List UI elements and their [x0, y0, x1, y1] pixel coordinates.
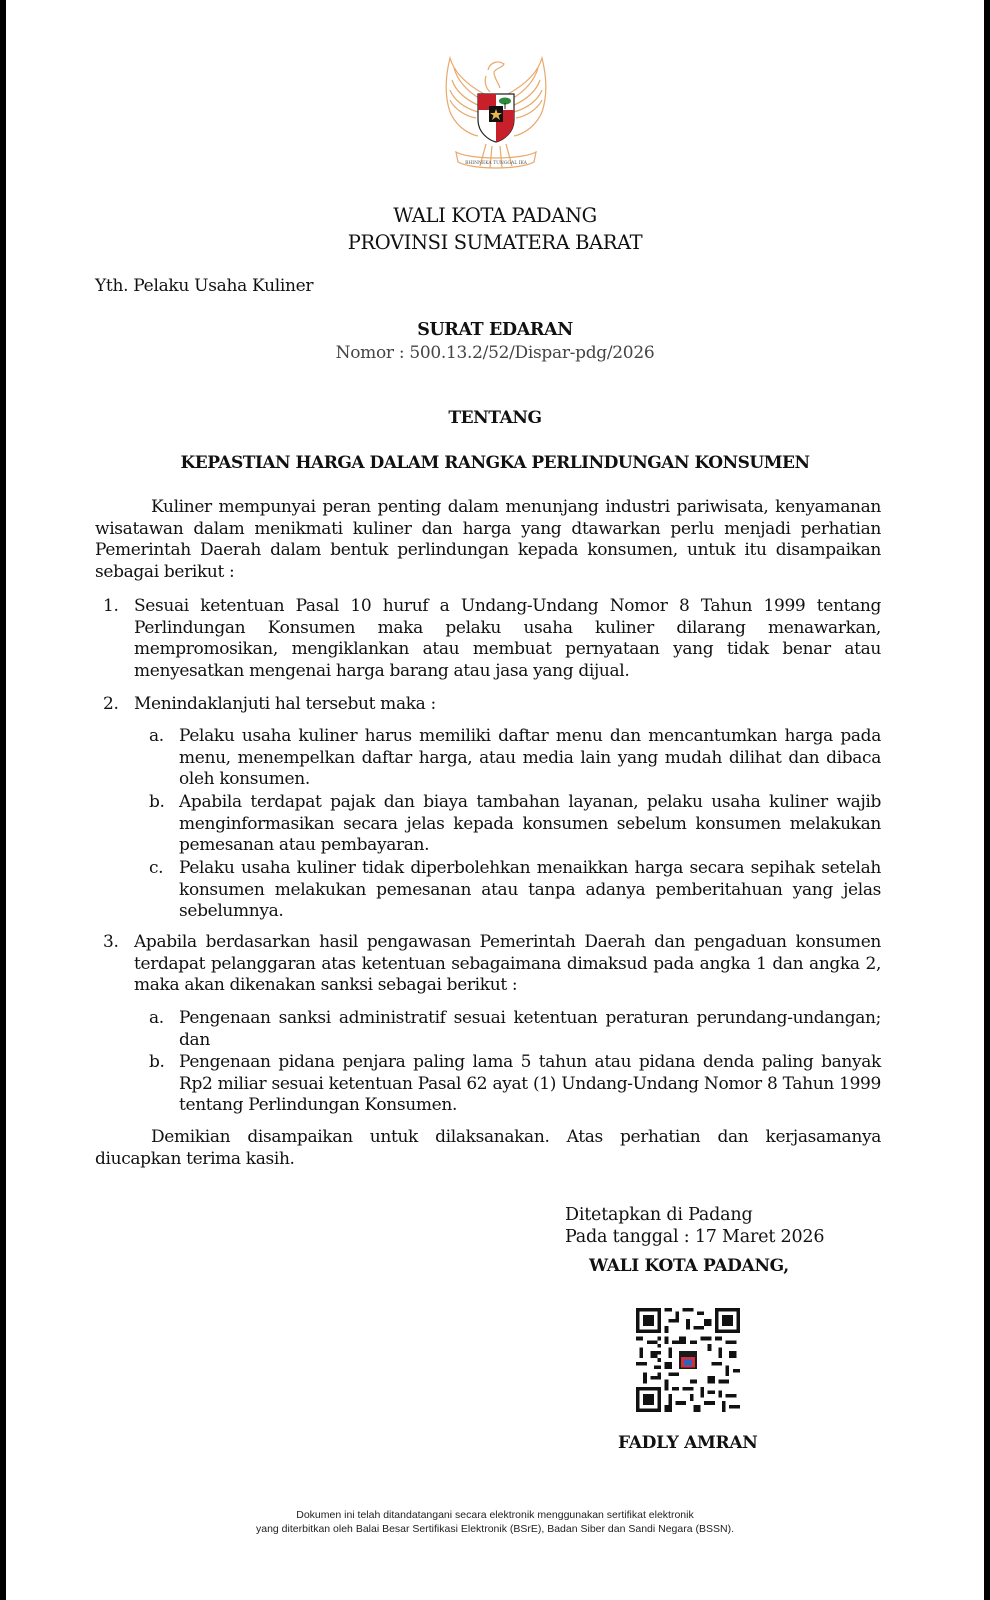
- svg-text:BHINNEKA TUNGGAL IKA: BHINNEKA TUNGGAL IKA: [465, 161, 527, 166]
- sub-item-letter: a.: [149, 726, 164, 746]
- issuer-province: PROVINSI SUMATERA BARAT: [347, 231, 643, 254]
- list-item: [95, 694, 881, 716]
- subject-label: TENTANG: [448, 408, 542, 428]
- issuer-title: WALI KOTA PADANG: [393, 204, 597, 227]
- sub-item-letter: b.: [149, 792, 165, 812]
- signature-place: Ditetapkan di Padang: [565, 1205, 753, 1225]
- signature-date: Pada tanggal : 17 Maret 2026: [565, 1227, 825, 1247]
- sub-item-text: Pengenaan sanksi administratif sesuai ketentuan peraturan perundang-undangan; dan: [179, 1008, 881, 1050]
- garuda-emblem-icon: [436, 54, 556, 180]
- sub-item-text: Pelaku usaha kuliner harus memiliki daftar menu dan mencantumkan harga pada menu, menempelkan daftar harga, atau media lain yang mudah dilihat dan dibaca oleh konsumen.: [179, 726, 881, 789]
- sub-item: [139, 792, 881, 857]
- document-page: [6, 0, 984, 1600]
- signatory-title: WALI KOTA PADANG,: [589, 1256, 789, 1276]
- signature-block: [565, 1204, 824, 1248]
- signatory-name: FADLY AMRAN: [618, 1433, 758, 1453]
- qr-code-icon[interactable]: [636, 1308, 740, 1412]
- list-item: [95, 596, 881, 682]
- sub-item: [139, 1008, 881, 1051]
- circular-title: SURAT EDARAN: [417, 320, 573, 340]
- item-number: 2.: [103, 694, 119, 714]
- addressee: Yth. Pelaku Usaha Kuliner: [95, 276, 314, 296]
- subject-title: KEPASTIAN HARGA DALAM RANGKA PERLINDUNGAN KONSUMEN: [180, 453, 810, 473]
- item-number: 3.: [103, 932, 119, 952]
- closing-paragraph: Demikian disampaikan untuk dilaksanakan. Atas perhatian dan kerjasamanya diucapkan terima kasih.: [95, 1127, 881, 1169]
- sub-item-letter: c.: [149, 858, 164, 878]
- sub-item-letter: a.: [149, 1008, 164, 1028]
- esignature-footer: [6, 1508, 984, 1536]
- intro-paragraph: Kuliner mempunyai peran penting dalam menunjang industri pariwisata, kenyamanan wisatawan dalam menikmati kuliner dan harga yang dtawarkan perlu menjadi perhatian Pemerintah Daerah dalam bentuk perlindungan kepada konsumen, untuk itu disampaikan sebagai berikut :: [95, 497, 881, 582]
- item-text: Menindaklanjuti hal tersebut maka :: [134, 694, 436, 714]
- sub-item-text: Pelaku usaha kuliner tidak diperbolehkan menaikkan harga secara sepihak setelah konsumen melakukan pemesanan atau tanpa adanya pemberitahuan yang jelas sebelumnya.: [179, 858, 881, 921]
- sub-item: [139, 1052, 881, 1117]
- item-number: 1.: [103, 596, 119, 616]
- footer-line-1: Dokumen ini telah ditandatangani secara elektronik menggunakan sertifikat elektronik: [296, 1509, 694, 1521]
- sub-item-text: Apabila terdapat pajak dan biaya tambahan layanan, pelaku usaha kuliner wajib menginformasikan secara jelas kepada konsumen sebelum konsumen melakukan pemesanan atau pembayaran.: [179, 792, 881, 855]
- sub-item: [139, 726, 881, 791]
- item-text: Apabila berdasarkan hasil pengawasan Pemerintah Daerah dan pengaduan konsumen terdapat pelanggaran atas ketentuan sebagaimana dimaksud pada angka 1 dan angka 2, maka akan dikenakan sanksi sebagai berikut :: [134, 932, 881, 995]
- list-item: [95, 932, 881, 997]
- footer-line-2: yang diterbitkan oleh Balai Besar Sertifikasi Elektronik (BSrE), Badan Siber dan Sandi Negara (BSSN).: [256, 1523, 734, 1535]
- sub-item-letter: b.: [149, 1052, 165, 1072]
- sub-item: [139, 858, 881, 923]
- circular-number: Nomor : 500.13.2/52/Dispar-pdg/2026: [335, 343, 655, 363]
- item-text: Sesuai ketentuan Pasal 10 huruf a Undang-Undang Nomor 8 Tahun 1999 tentang Perlindungan Konsumen maka pelaku usaha kuliner dilarang menawarkan, mempromosikan, mengiklankan atau membuat pernyataan yang tidak benar atau menyesatkan mengenai harga barang atau jasa yang dijual.: [134, 596, 881, 681]
- sub-item-text: Pengenaan pidana penjara paling lama 5 tahun atau pidana denda paling banyak Rp2 miliar sesuai ketentuan Pasal 62 ayat (1) Undang-Undang Nomor 8 Tahun 1999 tentang Perlindungan Konsumen.: [179, 1052, 881, 1115]
